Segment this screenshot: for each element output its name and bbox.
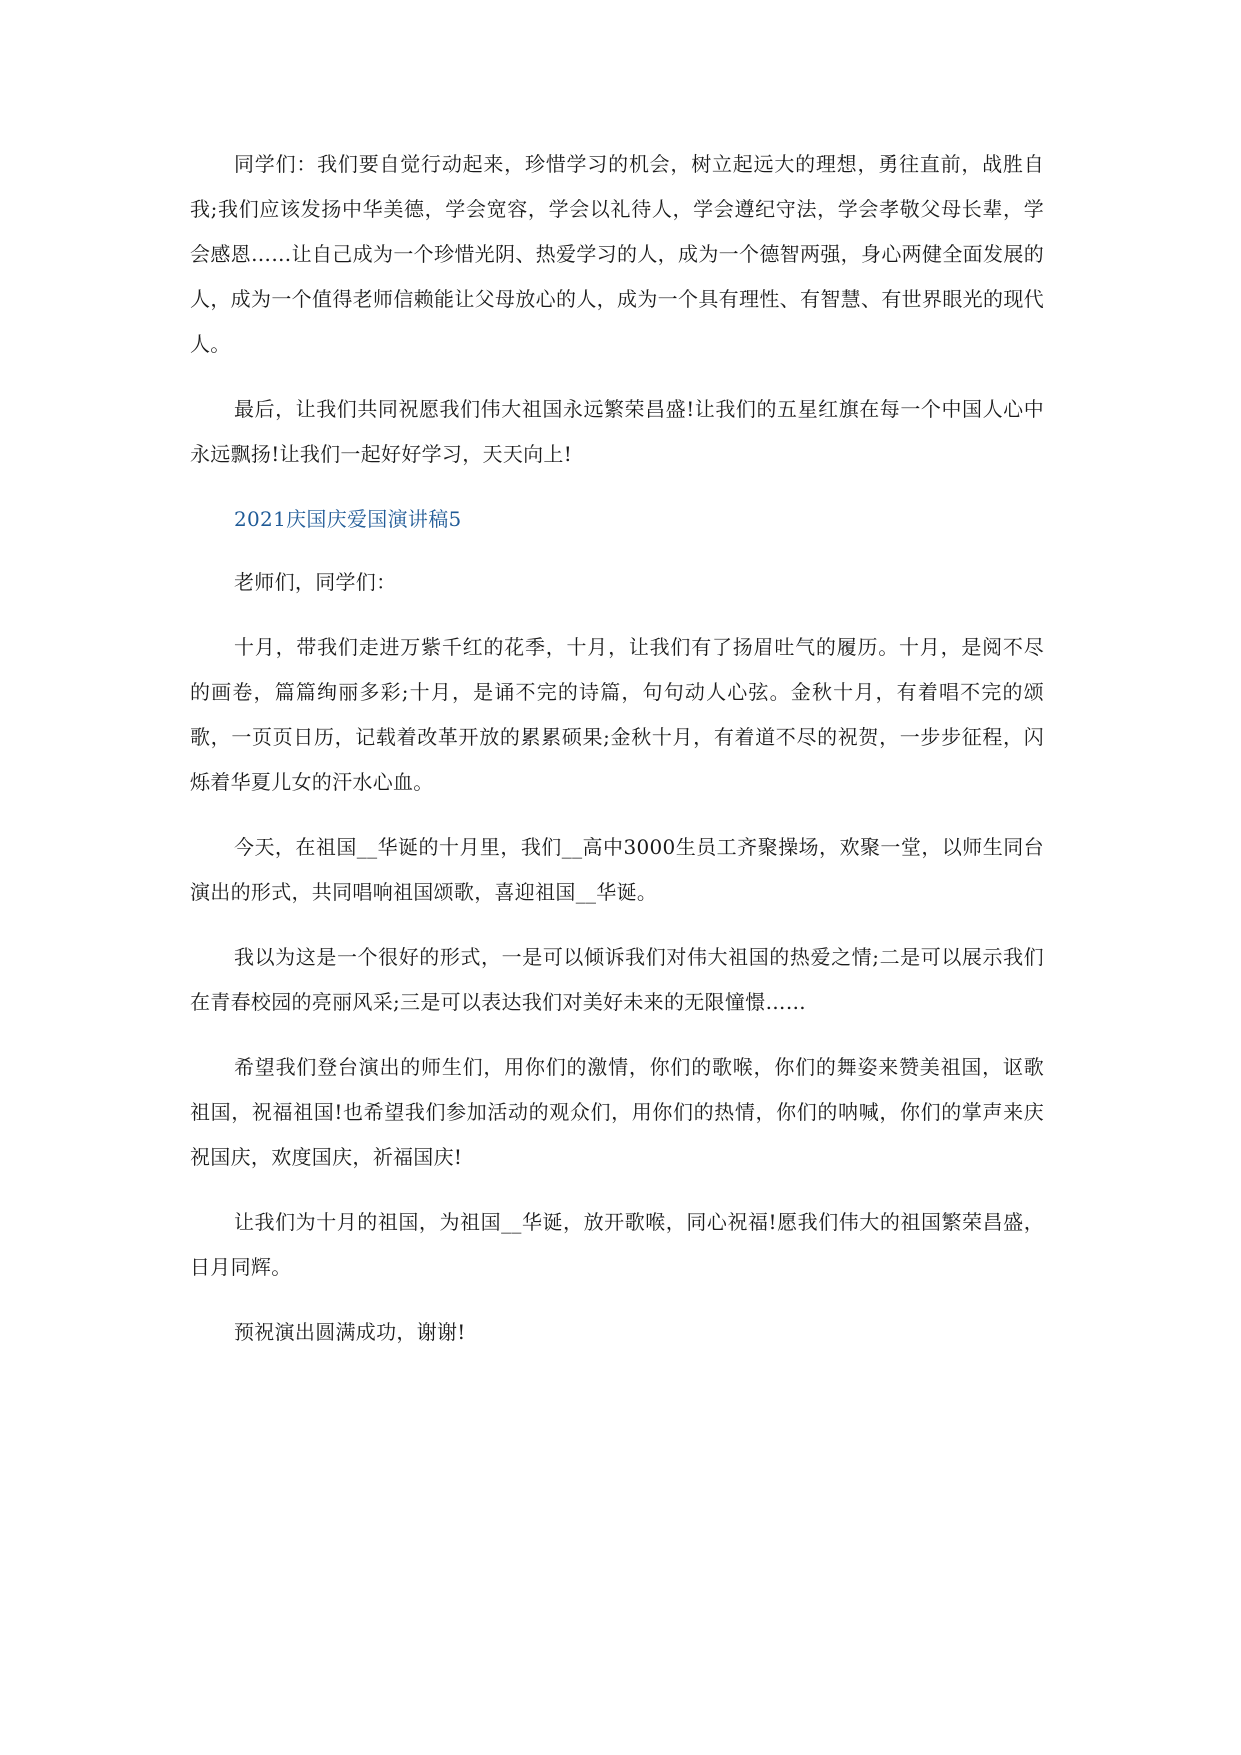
section-heading: 2021庆国庆爱国演讲稿5 <box>234 507 462 531</box>
paragraph: 老师们，同学们： <box>234 570 397 594</box>
paragraph: 我以为这是一个很好的形式，一是可以倾诉我们对伟大祖国的热爱之情;二是可以展示我们在青春校园的亮丽风采;三是可以表达我们对美好未来的无限憧憬…… <box>190 945 1044 1014</box>
paragraph: 希望我们登台演出的师生们，用你们的激情，你们的歌喉，你们的舞姿来赞美祖国，讴歌祖国，祝福祖国!也希望我们参加活动的观众们，用你们的热情，你们的呐喊，你们的掌声来庆祝国庆，欢度国庆，祈福国庆! <box>190 1055 1044 1169</box>
paragraph: 同学们：我们要自觉行动起来，珍惜学习的机会，树立起远大的理想，勇往直前，战胜自我;我们应该发扬中华美德，学会宽容，学会以礼待人，学会遵纪守法，学会孝敬父母长辈，学会感恩……让自己成为一个珍惜光阴、热爱学习的人，成为一个德智两强，身心两健全面发展的人，成为一个值得老师信赖能让父母放心的人，成为一个具有理性、有智慧、有世界眼光的现代人。 <box>190 152 1044 356</box>
paragraph: 预祝演出圆满成功，谢谢! <box>234 1320 466 1344</box>
paragraph: 最后，让我们共同祝愿我们伟大祖国永远繁荣昌盛!让我们的五星红旗在每一个中国人心中永远飘扬!让我们一起好好学习，天天向上! <box>190 397 1044 466</box>
paragraph: 让我们为十月的祖国，为祖国__华诞，放开歌喉，同心祝福!愿我们伟大的祖国繁荣昌盛，日月同辉。 <box>190 1210 1044 1279</box>
paragraph: 今天，在祖国__华诞的十月里，我们__高中3000生员工齐聚操场，欢聚一堂，以师生同台演出的形式，共同唱响祖国颂歌，喜迎祖国__华诞。 <box>190 835 1044 904</box>
paragraph: 十月，带我们走进万紫千红的花季，十月，让我们有了扬眉吐气的履历。十月，是阅不尽的画卷，篇篇绚丽多彩;十月，是诵不完的诗篇，句句动人心弦。金秋十月，有着唱不完的颂歌，一页页日历，记载着改革开放的累累硕果;金秋十月，有着道不尽的祝贺，一步步征程，闪烁着华夏儿女的汗水心血。 <box>190 635 1044 794</box>
document-body <box>190 142 1044 1375</box>
